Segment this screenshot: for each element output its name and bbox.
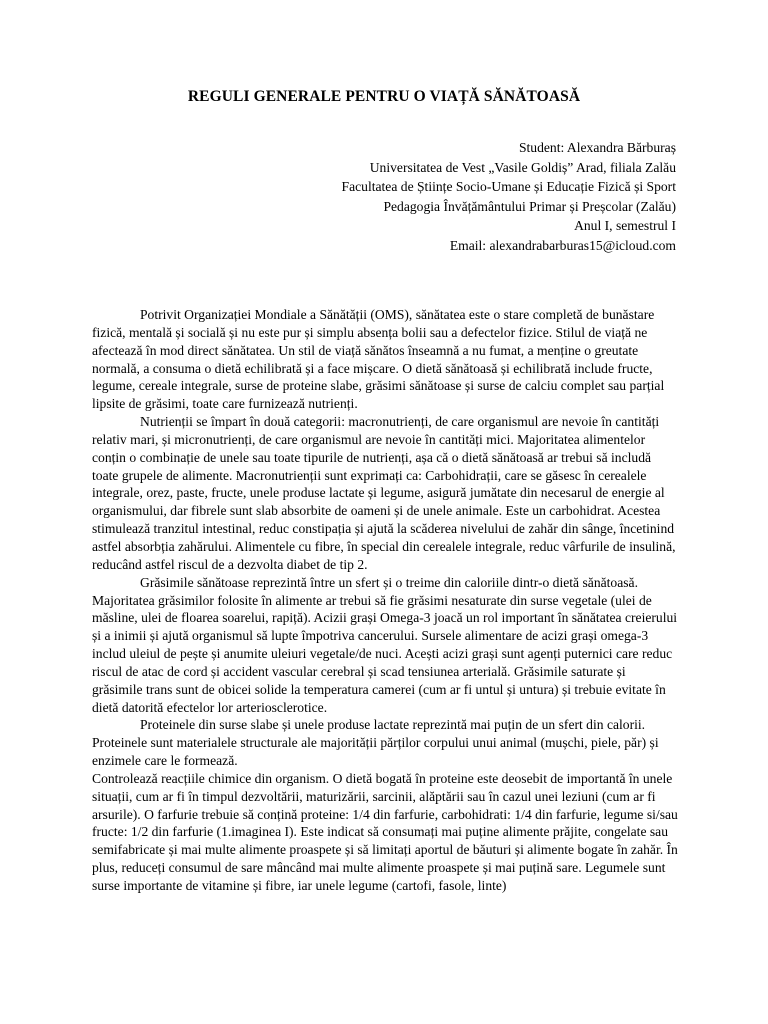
author-faculty: Facultatea de Științe Socio-Umane și Educație Fizică și Sport bbox=[341, 179, 676, 195]
paragraph-controleaza: Controlează reacțiile chimice din organism. O dietă bogată în proteine este deosebit de importantă în unele situații, cum ar fi în timpul dezvoltării, maturizării, sarcinii, alăptării sau în cazul unei leziuni (cum ar fi arsurile). O farfurie trebuie să conțină proteine: 1/4 din farfurie, carbohidrati: 1/4 din farfurie, legume si/sau fructe: 1/2 din farfurie (1.imaginea I). Este indicat să consumați mai puține alimente prăjite, congelate sau semifabricate și mai multe alimente proaspete și să limitați aportul de băuturi și alimente bogate în zahăr. În plus, reduceți consumul de sare mâncând mai multe alimente proaspete și mai puțină sare. Legumele sunt surse importante de vitamine și fibre, iar unele legume (cartofi, fasole, linte) bbox=[92, 770, 678, 893]
author-student: Student: Alexandra Bărburaș bbox=[518, 140, 676, 155]
author-block bbox=[342, 138, 676, 256]
author-email: Email: alexandrabarburas15@icloud.com bbox=[449, 237, 676, 253]
paragraph-grasimi: Grăsimile sănătoase reprezintă între un sfert și o treime din caloriile dintr-o dietă sănătoasă. Majoritatea grăsimilor folosite în alimente ar trebui să fie grăsimi nesaturate din surse vegetale (ulei de măsline, ulei de floarea soarelui, rapiță). Acizii grași Omega-3 joacă un rol important în sănătatea creierului și a inimii și ajută organismul să lupte împotriva cancerului. Sursele alimentare de acizi grași omega-3 includ uleiul de pește și anumite uleiuri vegetale/de nuci. Acești acizi grași sunt agenți puternici care reduc riscul de atac de cord și accident vascular cerebral și scad tensiunea arterială. Grăsimile saturate și grăsimile trans sunt de obicei solide la temperatura camerei (cum ar fi untul și untura) și trebuie evitate în dietă datorită efectelor lor arteriosclerotice. bbox=[92, 574, 678, 715]
paragraph-oms: Potrivit Organizației Mondiale a Sănătății (OMS), sănătatea este o stare completă de bunăstare fizică, mentală și socială și nu este pur și simplu absența bolii sau a defectelor fizice. Stilul de viață ne afectează în mod direct sănătatea. Un stil de viață sănătos înseamnă a nu fumat, a menține o greutate normală, a consuma o dietă echilibrată și a face mișcare. O dietă sănătoasă și echilibrată include fructe, legume, cereale integrale, surse de proteine slabe, grăsimi sănătoase și surse de calciu complet sau parțial lipsite de grăsimi, toate care furnizează nutrienți. bbox=[92, 307, 665, 412]
paragraph-nutrienti: Nutrienții se împart în două categorii: macronutrienți, de care organismul are nevoie în cantități relativ mari, și micronutrienți, de care organismul are nevoie în cantități mici. Majoritatea alimentelor conțin o combinație de unele sau toate tipurile de nutrienți, așa că o dietă sănătoasă ar trebui să includă toate grupele de alimente. Macronutrienții sunt exprimați ca: Carbohidrații, care se găsesc în cerealele integrale, orez, paste, fructe, unele produse lactate și legume, asigură jumătate din necesarul de energie al organismului, dar fibrele sunt slab absorbite de oameni și de unele animale. Este un carbohidrat. Acestea stimulează tranzitul intestinal, reduc constipația și ajută la scăderea nivelului de zahăr din sânge, încetinind astfel absorbția zahărului. Alimentele cu fibre, în special din cerealele integrale, reduc vârfurile de insulină, reducând astfel riscul de a dezvolta diabet de tip 2. bbox=[92, 414, 676, 572]
document-body bbox=[92, 306, 679, 895]
document-title: REGULI GENERALE PENTRU O VIAȚĂ SĂNĂTOASĂ bbox=[187, 88, 581, 105]
author-program: Pedagogia Învățământului Primar și Preșcolar (Zalău) bbox=[383, 198, 676, 214]
author-year: Anul I, semestrul I bbox=[574, 218, 676, 234]
author-university: Universitatea de Vest „Vasile Goldiș” Arad, filiala Zalău bbox=[369, 159, 676, 175]
paragraph-proteine: Proteinele din surse slabe și unele produse lactate reprezintă mai puțin de un sfert din calorii. Proteinele sunt materialele structurale ale majorității părților corpului unui animal (mușchi, piele, păr) și enzimele care le formează. bbox=[92, 717, 659, 769]
